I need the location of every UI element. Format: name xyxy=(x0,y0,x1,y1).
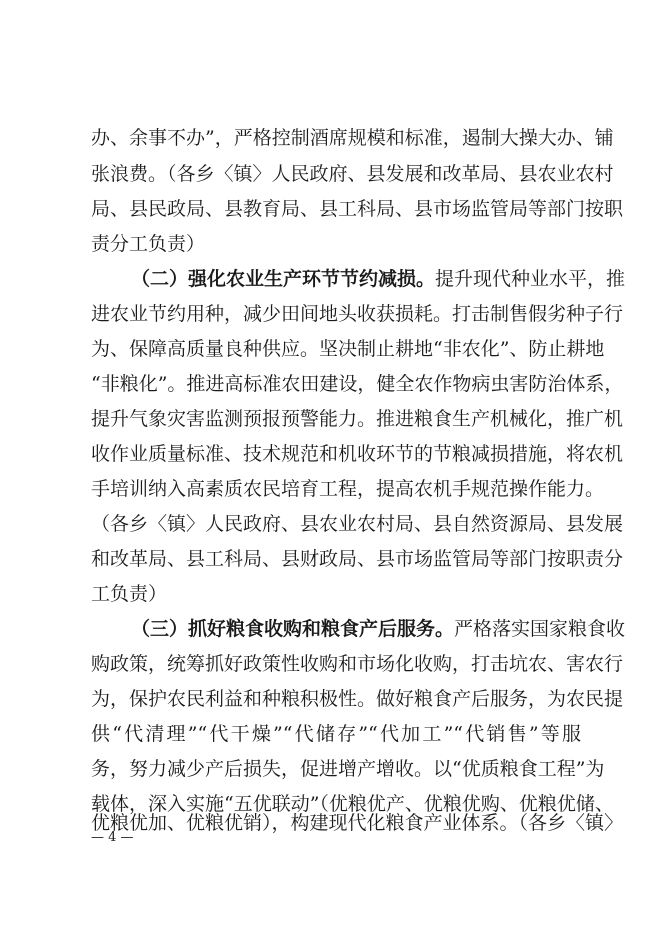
section3-first-line xyxy=(131,612,626,647)
paragraph1-line-1: 办、余事不办”，严格控制酒席规模和标准，遏制大操大办、铺 xyxy=(91,127,614,149)
section2-line-9: 和改革局、县工科局、县财政局、县市场监管局等部门按职责分 xyxy=(91,548,624,570)
section2-line-1: 提升现代种业水平，推 xyxy=(435,268,626,290)
section3-line-7: 优粮优加、优粮优销），构建现代化粮食产业体系。（各乡〈镇〉 xyxy=(91,812,624,834)
paragraph1-line-4: 责分工负责） xyxy=(91,233,206,255)
section2-first-line xyxy=(131,262,626,297)
page-number: — 4 — xyxy=(91,830,134,845)
section2-line-4: “非粮化”。推进高标准农田建设，健全农作物病虫害防治体系， xyxy=(91,373,624,395)
section2-line-2: 进农业节约用种，减少田间地头收获损耗。打击制售假劣种子行 xyxy=(91,303,624,325)
section2-heading: （二）强化农业生产环节节约减损。 xyxy=(131,268,436,290)
section2-line-8: （各乡〈镇〉人民政府、县农业农村局、县自然资源局、县发展 xyxy=(91,513,624,535)
section3-line-2: 购政策，统筹抓好政策性收购和市场化收购，打击坑农、害农行 xyxy=(91,653,624,675)
section3-line-6: 载体，深入实施“五优联动”（优粮优产、优粮优购、优粮优储、 xyxy=(91,793,614,815)
section2-line-7: 手培训纳入高素质农民培育工程，提高农机手规范操作能力。 xyxy=(91,478,605,500)
section2-line-6: 收作业质量标准、技术规范和机收环节的节粮减损措施，将农机 xyxy=(91,443,624,465)
section3-line-4: 供“代清理”“代干燥”“代储存”“代加工”“代销售”等服 xyxy=(91,723,581,745)
section3-line-5: 务，努力减少产后损失，促进增产增收。以“优质粮食工程”为 xyxy=(91,758,605,780)
section3-line-1: 严格落实国家粮食收 xyxy=(454,618,626,640)
section3-heading: （三）抓好粮食收购和粮食产后服务。 xyxy=(131,618,455,640)
paragraph1-line-2: 张浪费。（各乡〈镇〉人民政府、县发展和改革局、县农业农村 xyxy=(91,163,614,185)
section2-line-3: 为、保障高质量良种供应。坚决制止耕地“非农化”、防止耕地 xyxy=(91,338,605,360)
paragraph1-line-3: 局、县民政局、县教育局、县工科局、县市场监管局等部门按职 xyxy=(91,198,624,220)
section2-line-5: 提升气象灾害监测预报预警能力。推进粮食生产机械化，推广机 xyxy=(91,408,624,430)
section2-line-10: 工负责） xyxy=(91,583,168,605)
section3-line-3: 为，保护农民利益和种粮积极性。做好粮食产后服务，为农民提 xyxy=(91,688,624,710)
